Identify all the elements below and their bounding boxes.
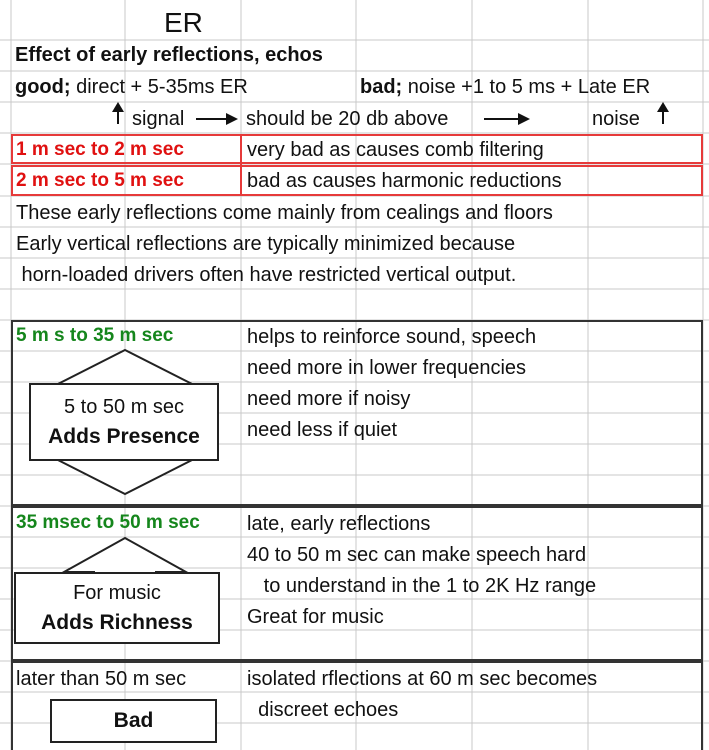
signal-label: signal [132, 108, 185, 130]
presence-box-line1: 5 to 50 m sec [63, 395, 185, 418]
note-line: Early vertical reflections are typically minimized because [16, 233, 516, 255]
good-label: good; [15, 76, 71, 98]
presence-line: need more in lower frequencies [247, 357, 527, 379]
range-2-5ms: 2 m sec to 5 m sec [16, 170, 184, 191]
page-title: ER [164, 7, 203, 38]
desc-1-2ms: very bad as causes comb filtering [247, 139, 544, 161]
echo-line: isolated rflections at 60 m sec becomes [247, 668, 598, 690]
bad-text: noise +1 to 5 ms + Late ER [407, 76, 651, 98]
echo-line: discreet echoes [247, 699, 399, 721]
richness-line: 40 to 50 m sec can make speech hard [247, 544, 587, 566]
richness-box-line2: Adds Richness [41, 610, 193, 634]
noise-label: noise [592, 108, 640, 130]
note-line: These early reflections come mainly from cealings and floors [16, 202, 553, 224]
bad-box [50, 699, 217, 743]
bad-box-label: Bad [113, 709, 154, 732]
range-35-50ms: 35 msec to 50 m sec [16, 512, 200, 533]
note-line: horn-loaded drivers often have restricted vertical output. [16, 264, 517, 286]
good-text: direct + 5-35ms ER [76, 76, 248, 98]
subtitle: Effect of early reflections, echos [15, 44, 323, 66]
presence-line: need more if noisy [247, 388, 411, 410]
red-divider [240, 134, 242, 196]
range-5-35ms: 5 m s to 35 m sec [16, 325, 174, 346]
richness-line: late, early reflections [247, 513, 431, 535]
richness-box-line1: For music [73, 581, 161, 604]
bad-line [360, 77, 650, 97]
bad-label: bad; [360, 76, 403, 98]
should-be-label: should be 20 db above [246, 108, 449, 130]
presence-box-line2: Adds Presence [48, 424, 200, 448]
presence-line: need less if quiet [247, 419, 398, 441]
range-later-50ms: later than 50 m sec [16, 668, 187, 690]
presence-line: helps to reinforce sound, speech [247, 326, 537, 348]
richness-line: Great for music [247, 606, 384, 628]
range-1-2ms: 1 m sec to 2 m sec [16, 139, 184, 160]
good-line [15, 77, 248, 97]
richness-line: to understand in the 1 to 2K Hz range [247, 575, 597, 597]
presence-box [29, 383, 219, 461]
desc-2-5ms: bad as causes harmonic reductions [247, 170, 562, 192]
richness-box [14, 572, 220, 644]
